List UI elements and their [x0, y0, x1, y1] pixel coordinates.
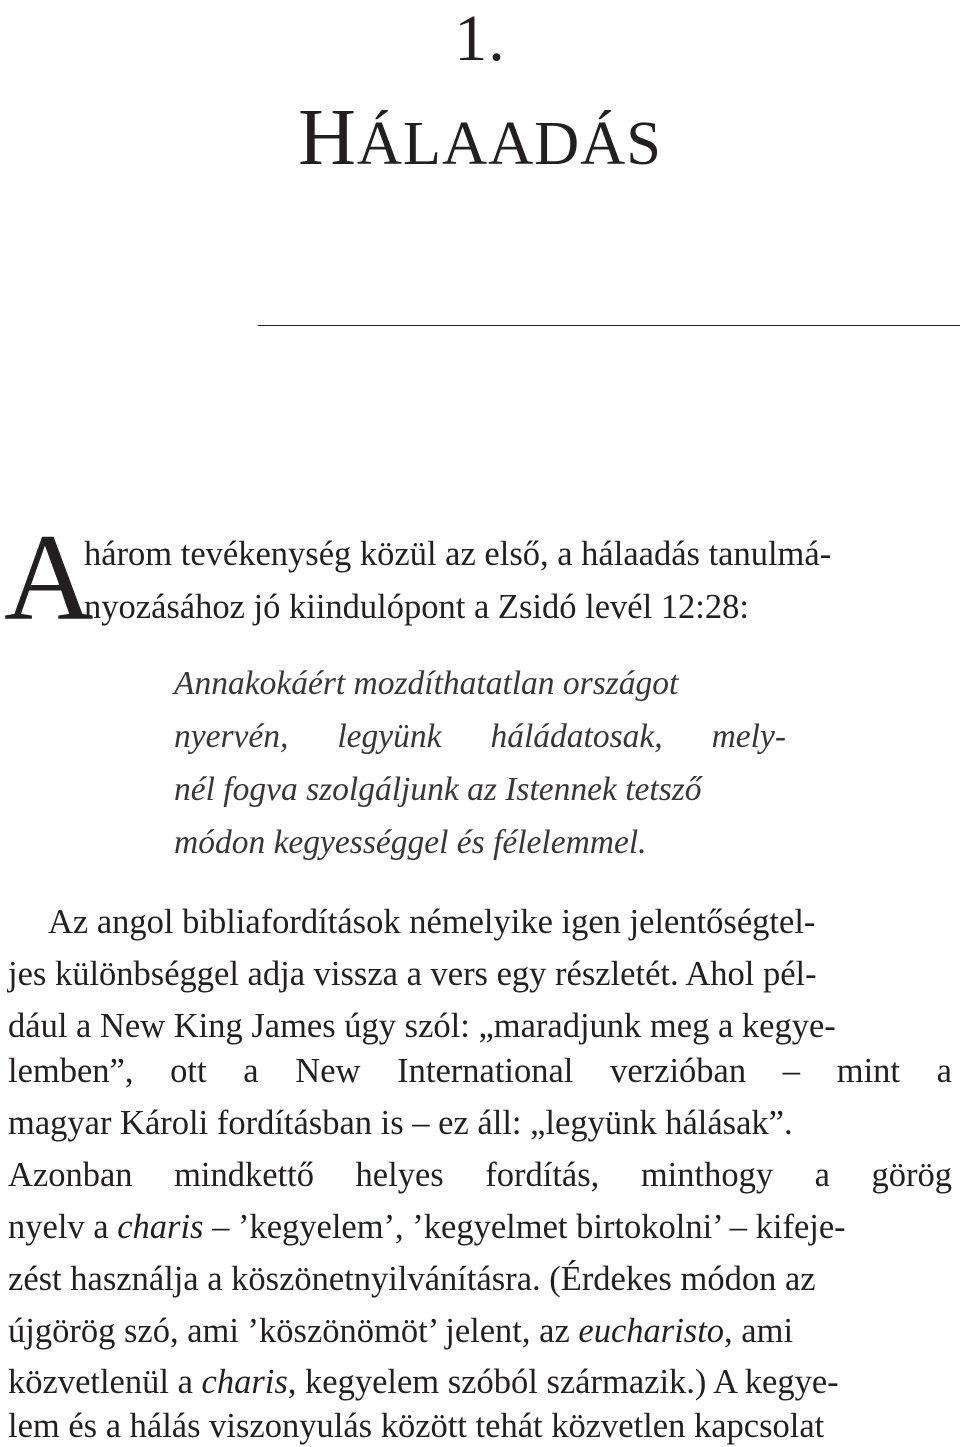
- chapter-number: 1.: [454, 2, 506, 75]
- body-line-10-italic: charis: [201, 1363, 288, 1401]
- drop-cap: A: [4, 509, 94, 646]
- body-line-7: [8, 1207, 846, 1247]
- chapter-title-initial: H: [298, 94, 357, 182]
- body-line-10-start: közvetlenül a: [8, 1363, 202, 1401]
- body-line-1: Az angol bibliafordítások némelyike igen jelentőségtel-: [48, 903, 816, 941]
- body-line-5: magyar Károli fordításban is – ez áll: „legyünk hálásak”.: [8, 1104, 793, 1142]
- body-line-10: [8, 1362, 839, 1402]
- title-divider: [258, 325, 960, 326]
- body-line-6: Azonban mindkettő helyes fordítás, minthogy a görög: [8, 1156, 952, 1194]
- body-line-9: [8, 1311, 793, 1351]
- body-line-4: lemben”, ott a New International verzióban – mint a: [8, 1052, 952, 1090]
- body-line-7-italic: charis: [117, 1208, 204, 1246]
- body-line-9-start: újgörög szó, ami ’köszönömöt’ jelent, az: [8, 1312, 579, 1350]
- body-line-9-end: , ami: [724, 1312, 794, 1350]
- quote-line-2: nyervén, legyünk háládatosak, mely-: [174, 718, 786, 755]
- body-line-8: zést használja a köszönetnyilvánításra. (Érdekes módon az: [8, 1260, 816, 1298]
- quote-line-1: Annakokáért mozdíthatatlan országot: [174, 665, 679, 702]
- body-line-10-end: , kegyelem szóból származik.) A kegye-: [287, 1363, 839, 1401]
- intro-line-2: nyozásához jó kiindulópont a Zsidó levél 12:28:: [84, 588, 749, 626]
- body-line-2: jes különbséggel adja vissza a vers egy részletét. Ahol pél-: [8, 955, 817, 993]
- chapter-title: [0, 88, 960, 194]
- body-line-3: dául a New King James úgy szól: „maradjunk meg a kegye-: [8, 1007, 836, 1045]
- body-line-11: lem és a hálás viszonyulás között tehát közvetlen kapcsolat: [8, 1407, 825, 1445]
- body-line-7-start: nyelv a: [8, 1208, 118, 1246]
- intro-line-1: három tevékenység közül az első, a hálaadás tanulmá-: [84, 535, 832, 573]
- quote-line-4: módon kegyességgel és félelemmel.: [174, 824, 647, 861]
- body-line-9-italic: eucharisto: [578, 1312, 725, 1350]
- quote-line-3: nél fogva szolgáljunk az Istennek tetsző: [174, 771, 702, 808]
- body-line-7-end: – ’kegyelem’, ’kegyelmet birtokolni’ – kifeje-: [203, 1208, 846, 1246]
- chapter-title-rest: ÁLAADÁS: [356, 109, 662, 178]
